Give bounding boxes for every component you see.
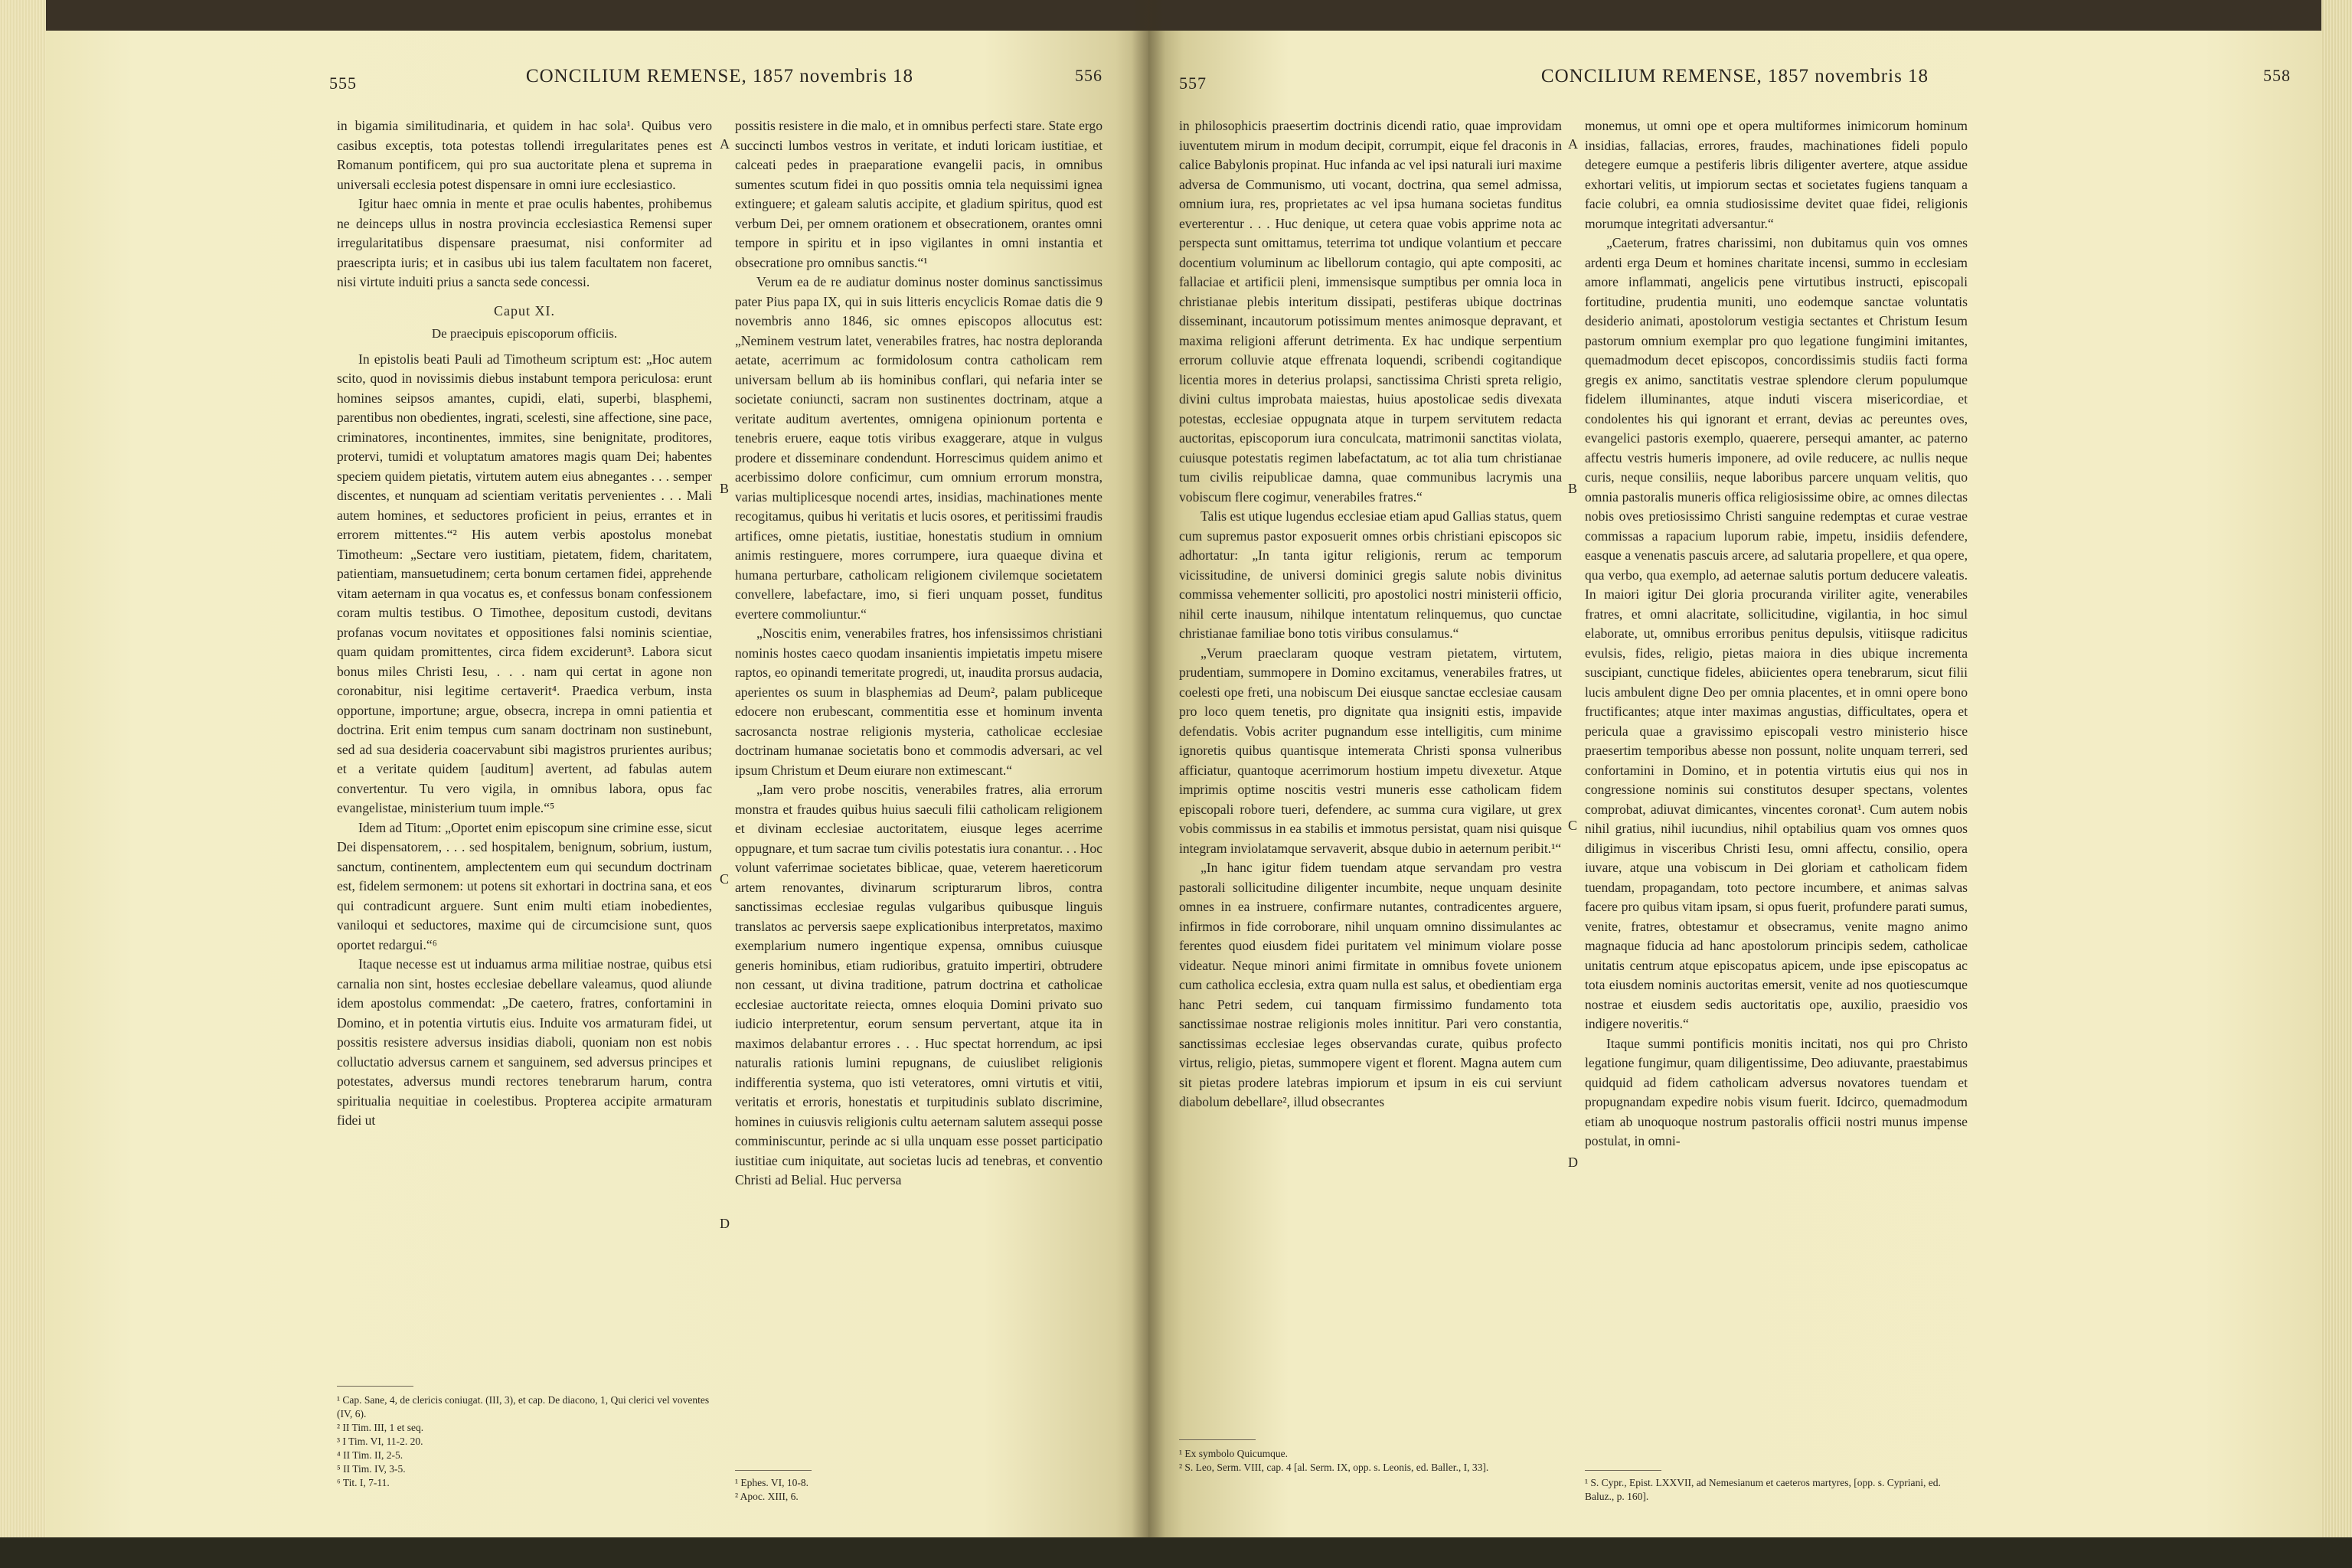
footnote-rule [735,1470,812,1471]
footnote: ² S. Leo, Serm. VIII, cap. 4 [al. Serm. IX, opp. s. Leonis, ed. Baller., I, 33]. [1179,1462,1489,1473]
footnote-rule [1179,1439,1256,1440]
paragraph: possitis resistere in die malo, et in omnibus perfecti stare. State ergo succincti lumbos vestros in veritate, et induti loricam iustitiae, et calceati pedes in praeparatione evangelii pacis, in omnibus sumentes scutum fidei in quo possitis omnia tela nequissimi ignea extinguere; et galeam salutis accipite, et gladium spiritus, quod est verbum Dei, per omnem orationem et obsecrationem, orantes omni tempore in spiritu et in ipso vigilantes in omni instantia et obsecratione pro omnibus sanctis.“¹ [735,118,1102,270]
margin-letter-a: A [720,136,730,152]
paragraph: „Verum praeclaram quoque vestram pietatem, virtutem, prudentiam, summopere in Domino excitamus, venerabiles fratres, ut coelesti ope freti, una nobiscum Dei eiusque sanctae ecclesiae causam pro loco quem tenetis, pro dignitate qua insigniti estis, impavide defendatis. Vobis acriter pugnandum esse intelligitis, cum minime ignoretis quibus quantisque intemerata Christi sponsa vulneribus afficiatur, quantoque acerrimorum hostium impetu divexetur. Atque imprimis optime noscitis vestri muneris esse catholicam fidem episcopali robore tueri, defendere, ac summa cura vigilare, ut grex vobis commissus in ea stabilis et immotus persistat, quam nisi quisque integram inviolatamque servaverit, absque dubio in aeternum peribit.¹“ [1179,645,1562,856]
margin-letter-d: D [720,1216,730,1231]
footnote: ² II Tim. III, 1 et seq. [337,1422,424,1433]
right-page-column-a [1179,116,1562,1112]
paragraph: „In hanc igitur fidem tuendam atque servandam pro vestra pastorali sollicitudine diligenter incumbite, neque unquam desinite omnes in ea instruere, confirmare nutantes, contradicentes arguere, infirmos in fide corroborare, nihil unquam omnino dissimulantes ac ferentes quod eiusdem fidei puritatem vel minimum violare posse videatur. Neque minori animi firmitate in omnibus fovete unionem cum catholica ecclesia, extra quam nulla est salus, et obedientiam erga hanc Petri sedem, cui tanquam firmissimo fundamento tota sanctissimae nostrae religionis moles innititur. Pari vero constantia, sanctissimas ecclesiae leges observandas curate, quibus profecto virtus, religio, pietas, summopere vigent et florent. Magna autem cum sit pietas prodere latebras impiorum et ipsum in eis cui serviunt diabolum debellare², illud obsecrantes [1179,860,1562,1109]
page-number-557: 557 [1179,74,1207,93]
book-bottom-shadow [0,1537,2352,1568]
right-page [1148,31,2321,1537]
margin-letter-b: B [720,481,730,496]
left-page-footnotes-a [337,1393,712,1490]
paragraph: Itaque summi pontificis monitis incitati, nos qui pro Christo legatione fungimur, quam diligentissime, Deo adiuvante, praestabimus quidquid ad fidem catholicam adversus novatores tuendam et propugnandam expedire nobis visum fuerit. Idcirco, quemadmodum etiam ab unoquoque nostrum pastoralis officii nostri munus impense postulat, in omni- [1585,1035,1968,1148]
chapter-heading: Caput XI. [494,302,555,318]
footnote: ¹ Ex symbolo Quicumque. [1179,1448,1289,1459]
running-title-left: CONCILIUM REMENSE, 1857 novembris 18 [525,66,914,87]
footnote: ¹ S. Cypr., Epist. LXXVII, ad Nemesianum et caeteros martyres, [opp. s. Cypriani, ed. Baluz., p. 160]. [1585,1477,1941,1502]
left-page-column-a [337,116,712,1131]
page-number-556: 556 [1075,66,1102,85]
margin-letter-d: D [1568,1155,1578,1170]
page-number-558: 558 [2263,66,2291,85]
paragraph: in philosophicis praesertim doctrinis dicendi ratio, quae improvidam iuventutem mirum in modum decipit, corrumpit, eique fel draconis in calice Babylonis propinat. Huc infanda ac vel ipsi naturali iuri maxime adversa de Communismo, uti vocant, doctrina, qua semel admissa, omnium iura, res, proprietates ac vel ipsa humana societas funditus everterentur . . . Huc denique, ut cetera quae vobis apprime nota ac perspecta sunt omittamus, teterrima tot undique volantium et peccare docentium voluminum ac libellorum contagio, qui apte compositi, ac fallaciae et artificii pleni, immensisque sumptibus per omnia loca in christianae plebis interitum dissipati, pestiferas ubique doctrinas disseminant, incautorum potissimum mentes animosque depravant, et maxima religioni afferunt detrimenta. Ex hac undique serpentium errorum colluvie atque effrenata loquendi, scribendi cogitandique licentia mores in deterius prolapsi, sanctissima Christi spreta religio, divini cultus improbata maiestas, huius apostolicae sedis divexata potestas, ecclesiae oppugnata atque in turpem servitutem redacta auctoritas, episcoporum iura conculcata, matrimonii sanctitas violata, cuiusque potestatis regimen labefactatum, ac tot alia tum christianae tum civilis reipublicae damna, quae communibus lacrymis una vobiscum flere cogimur, venerabiles fratres.“ [1179,118,1562,505]
paragraph: Verum ea de re audiatur dominus noster dominus sanctissimus pater Pius papa IX, qui in suis litteris encyclicis Romae datis die 9 novembris anno 1846, sic omnes episcopos allocutus est: „Neminem vestrum latet, venerabiles fratres, hac nostra deploranda aetate, acerrimum ac formidolosum contra catholicam rem universam bellum ab iis hominibus conflari, qui nefaria inter se societate coniuncti, sacram non sustinentes doctrinam, atque a veritate auditum avertentes, omnigena opinionum portenta e tenebris eruere, eaque totis viribus exaggerare, atque in vulgus prodere et disseminare condendunt. Horrescimus quidem animo et acerbissimo dolore conficimur, cum omnium errorum monstra, varias multiplicesque nocendi artes, insidias, machinationes mente recogitamus, quibus hi veritatis et lucis osores, et peritissimi fraudis artifices, omne pietatis, iustitiae, honestatis studium in omnium animis restinguere, mores corrumpere, iura quaeque divina et humana perturbare, catholicam religionem civilemque societatem convellere, labefactare, imo, si fieri unquam posset, funditus evertere commoliuntur.“ [735,274,1102,622]
footnote: ⁵ II Tim. IV, 3-5. [337,1463,406,1475]
footnote: ⁶ Tit. I, 7-11. [337,1477,390,1488]
paragraph: In epistolis beati Pauli ad Timotheum scriptum est: „Hoc autem scito, quod in novissimis diebus instabunt tempora periculosa: erunt homines seipsos amantes, cupidi, elati, superbi, blasphemi, parentibus non obedientes, ingrati, scelesti, sine affectione, sine pace, criminatores, incontinentes, immites, sine benignitate, proditores, protervi, tumidi et voluptatum amatores magis quam Dei; habentes speciem quidem pietatis, virtutem autem eius abnegantes . . . semper discentes, et nunquam ad scientiam veritatis pervenientes . . . Mali autem homines, et seductores proficient in peius, errantes et in errorem mittentes.“² His autem verbis apostolus monebat Timotheum: „Sectare vero iustitiam, pietatem, fidem, charitatem, patientiam, mansuetudinem; certa bonum certamen fidei, apprehende vitam aeternam in qua vocatus es, et confessus bonam confessionem coram multis testibus. O Timothee, depositum custodi, devitans profanas vocum novitates et oppositiones falsi nominis scientiae, quam quidam promittentes, circa fidem exciderunt³. Labora sicut bonus miles Christi Iesu, . . . nam qui certat in agone non coronabitur, nisi legitime certaverit⁴. Praedica verbum, insta opportune, importune; argue, obsecra, increpa in omni patientia et doctrina. Erit enim tempus cum sanam doctrinam non sustinebunt, sed ad sua desideria coacervabunt sibi magistros prurientes auribus; et a veritate quidem [auditum] avertent, ad fabulas autem convertentur. Tu vero vigila, in omnibus labora, opus fac evangelistae, ministerium tuum imple.“⁵ [337,351,712,815]
right-page-column-b [1585,116,1968,1152]
running-title-right: CONCILIUM REMENSE, 1857 novembris 18 [1540,66,1929,87]
right-page-header [1179,66,2291,96]
margin-letter-b: B [1568,481,1578,496]
left-page-column-b [735,116,1102,1191]
paragraph: in bigamia similitudinaria, et quidem in hac sola¹. Quibus vero casibus exceptis, tota potestas tollendi irregularitates penes est Romanum pontificem, qui pro sua auctoritate plena et suprema in universali ecclesia potest dispensare in omni iure ecclesiastico. [337,118,712,192]
left-page-footnotes-b [735,1476,1102,1504]
footnote: ⁴ II Tim. II, 2-5. [337,1449,403,1461]
footnote: ³ I Tim. VI, 11-2. 20. [337,1436,423,1447]
book-page-edges-right [2321,0,2352,1568]
left-page-header [329,66,1102,96]
paragraph: monemus, ut omni ope et opera multiformes inimicorum hominum insidias, fallacias, errores, fraudes, machinationes fideli populo detegere eumque a pestiferis libris diligenter avertere, atque assidue exhortari velitis, ut impiorum sectas et societates fugiens tanquam a facie colubri, ea omnia studiosissime devitet quae fidei, religionis morumque integritati adversantur.“ [1585,118,1968,231]
paragraph: Itaque necesse est ut induamus arma militiae nostrae, quibus etsi carnalia non sint, hostes ecclesiae debellare valeamus, quod aliunde idem apostolus commendat: „De caetero, fratres, confortamini in Domino, et in potentia virtutis eius. Induite vos armaturam fidei, ut possitis resistere adversus insidias diaboli, quoniam non est nobis colluctatio adversus carnem et sanguinem, sed adversus principes et potestates, adversus mundi rectores tenebrarum harum, contra spiritualia nequitiae in coelestibus. Propterea accipite armaturam fidei ut [337,956,712,1128]
paragraph: „Noscitis enim, venerabiles fratres, hos infensissimos christiani nominis hostes caeco quodam insanientis impietatis impetu misere raptos, eo opinandi temeritate progredi, ut, inaudita prorsus audacia, aperientes os suum in blasphemias ad Deum², palam publiceque edocere non erubescant, commentitia esse et hominum inventa sacrosancta nostrae religionis mysteria, catholicae ecclesiae doctrinam humanae societatis bono et commodis adversari, ac vel ipsum Christum et Deum eiurare non extimescant.“ [735,626,1102,778]
paragraph: Idem ad Titum: „Oportet enim episcopum sine crimine esse, sicut Dei dispensatorem, . . . sed hospitalem, benignum, sobrium, iustum, sanctum, continentem, amplectentem eum qui secundum doctrinam est, fidelem sermonem: ut potens sit exhortari in doctrina sana, et eos qui contradicunt arguere. Sunt enim multi etiam inobedientes, vaniloqui et seductores, maxime qui de circumcisione sunt, quos oportet redargui.“⁶ [337,819,712,952]
book-page-edges-left [0,0,46,1568]
footnote-rule [337,1386,413,1387]
footnote: ² Apoc. XIII, 6. [735,1491,799,1502]
paragraph: Igitur haec omnia in mente et prae oculis habentes, prohibemus ne deinceps ullus in nostra provincia ecclesiastica Remensi super irregularitatibus dispensare praesumat, nisi conformiter ad praescripta iuris; et in casibus ubi ius talem facultatem non faceret, nisi virtute induiti prius a sancta sede concessi. [337,196,712,289]
margin-letter-a: A [1568,136,1578,152]
footnote: ¹ Cap. Sane, 4, de clericis coniugat. (III, 3), et cap. De diacono, 1, Qui clerici vel voventes (IV, 6). [337,1394,710,1419]
right-page-footnotes-b [1585,1476,1968,1504]
page-number-555: 555 [329,74,357,93]
footnote-rule [1585,1470,1661,1471]
margin-letter-c: C [1568,818,1578,833]
paragraph: „Iam vero probe noscitis, venerabiles fratres, alia errorum monstra et fraudes quibus huius saeculi filii catholicam religionem et divinam ecclesiae auctoritatem, eiusque leges acerrime oppugnare, et tum sacrae tum civilis potestatis iura conantur. . . Hoc volunt vaferrimae societates biblicae, quae, veterem haereticorum artem renovantes, divinarum scripturarum libros, contra sanctissimas ecclesiae regulas vulgaribus quibusque linguis translatos ac perversis saepe explicationibus interpretatos, maximo exemplarium numero ingentique expensa, omnibus cuiusque generis hominibus, etiam rudioribus, gratuito impertiri, obtrudere non cessant, ut divina traditione, patrum doctrina et catholicae ecclesiae auctoritate reiecta, omnes eloquia Domini privato suo iudicio interpretentur, eorum sensum pervertant, atque ita in maximos delabantur errores . . . Huc spectat horrendum, ac ipsi naturalis rationis lumini repugnans, de cuiuslibet religionis indifferentia systema, quo isti veteratores, omni virtutis et vitii, veritatis et erroris, honestatis et turpitudinis sublato discrimine, homines in cuiusvis religionis cultu aeternam salutem assequi posse comminiscuntur, perinde ac si ulla unquam esse posset participatio iustitiae cum iniquitate, aut societas lucis ad tenebras, et conventio Christi ad Belial. Huc perversa [735,782,1102,1187]
left-page [46,31,1148,1537]
footnote: ¹ Ephes. VI, 10-8. [735,1477,809,1488]
paragraph: Talis est utique lugendus ecclesiae etiam apud Gallias status, quem cum supremus pastor exposuerit omnes orbis christiani episcopos sic adhortatur: „In tanta igitur religionis, rerum ac temporum vicissitudine, de universi dominici gregis salute nobis divinitus commissa vehementer solliciti, pro apostolici nostri ministerii officio, nihil certe inausum, nihilque intentatum relinquemus, quo cunctae christianae familiae bono totis viribus consulamus.“ [1179,508,1562,641]
right-page-footnotes-a [1179,1447,1562,1475]
chapter-subheading: De praecipuis episcoporum officiis. [431,326,618,341]
margin-letter-c: C [720,871,730,887]
book-gutter [1132,0,1165,1568]
paragraph: „Caeterum, fratres charissimi, non dubitamus quin vos omnes ardenti erga Deum et homines charitate incensi, summo in ecclesiam amore inflammati, angelicis pene virtutibus instructi, episcopali fortitudine, prudentia muniti, uno eodemque sanctae voluntatis desiderio animati, apostolorum vestigia sectantes et Christum Iesum pastorum omnium exemplar pro quo legatione fungimini imitantes, quemadmodum decet episcopos, concordissimis studiis facti forma gregis ex animo, sanctitatis vestrae splendore clerum populumque fidelem illuminantes, atque induti viscera misericordiae, et condolentes his qui ignorant et errant, devias ac pereuntes oves, evangelici pastoris exemplo, quaerere, persequi amanter, ac paterno affectu vestris humeris imponere, ad ovile reducere, ac nullis neque curis, neque consiliis, neque laboribus parcere unquam velitis, quo omnia pastoralis muneris offica religiosissime obire, ac omnes dilectas nobis oves pretiosissimo Christi sanguine redemptas et curae vestrae commissas a rapacium luporum rabie, impetu, insidiis defendere, easque a venenatis pascuis arcere, ad salutaria propellere, et qua opere, qua verbo, qua exemplo, ad aeternae salutis portum deducere valeatis. In maiori igitur Dei gloria procuranda viriliter agite, venerabiles fratres, et omni alacritate, sollicitudine, vigilantia, in hoc simul elaborate, ut, omnibus erroribus penitus depulsis, vitiisque radicitus evulsis, fides, religio, pietas maiora in dies ubique incrementa suscipiant, cunctique fideles, abiicientes opera tenebrarum, sicut filii lucis ambulent digne Deo per omnia placentes, et in omni opere bono fructificantes; atque inter maximas angustias, difficultates, opera et pericula quae a gravissimo episcopali vestro ministerio hisce praesertim temporibus abesse non possunt, nolite unquam terreri, sed confortamini in Domino, et in potentia virtutis eius qui nos in congressione nominis sui constitutos desuper spectans, volentes comprobat, adiuvat dimicantes, vincentes coronat¹. Cum autem nobis nihil gratius, nihil iucundius, nihil optabilius quam vos omnes quos diligimus in visceribus Christi Iesu, omni affectu, consilio, opera iuvare, atque una vobiscum in Dei gloriam et catholicam fidem tuendam, propagandam, toto pectore incumbere, et animas salvas facere pro quibus vitam ipsam, si opus fuerit, profundere parati sumus, venite, fratres, obtestamur et obsecramus, venite magno animo magnaque fiducia ad hanc apostolorum principis sedem, catholicae unitatis centrum atque episcopatus apicem, unde ipse episcopatus ac tota eiusdem nominis auctoritas emersit, venite ad nos quotiescumque nostrae et eiusdem sedis auctoritatis ope, auxilio, praesidio vos indigere noveritis.“ [1585,235,1968,1031]
